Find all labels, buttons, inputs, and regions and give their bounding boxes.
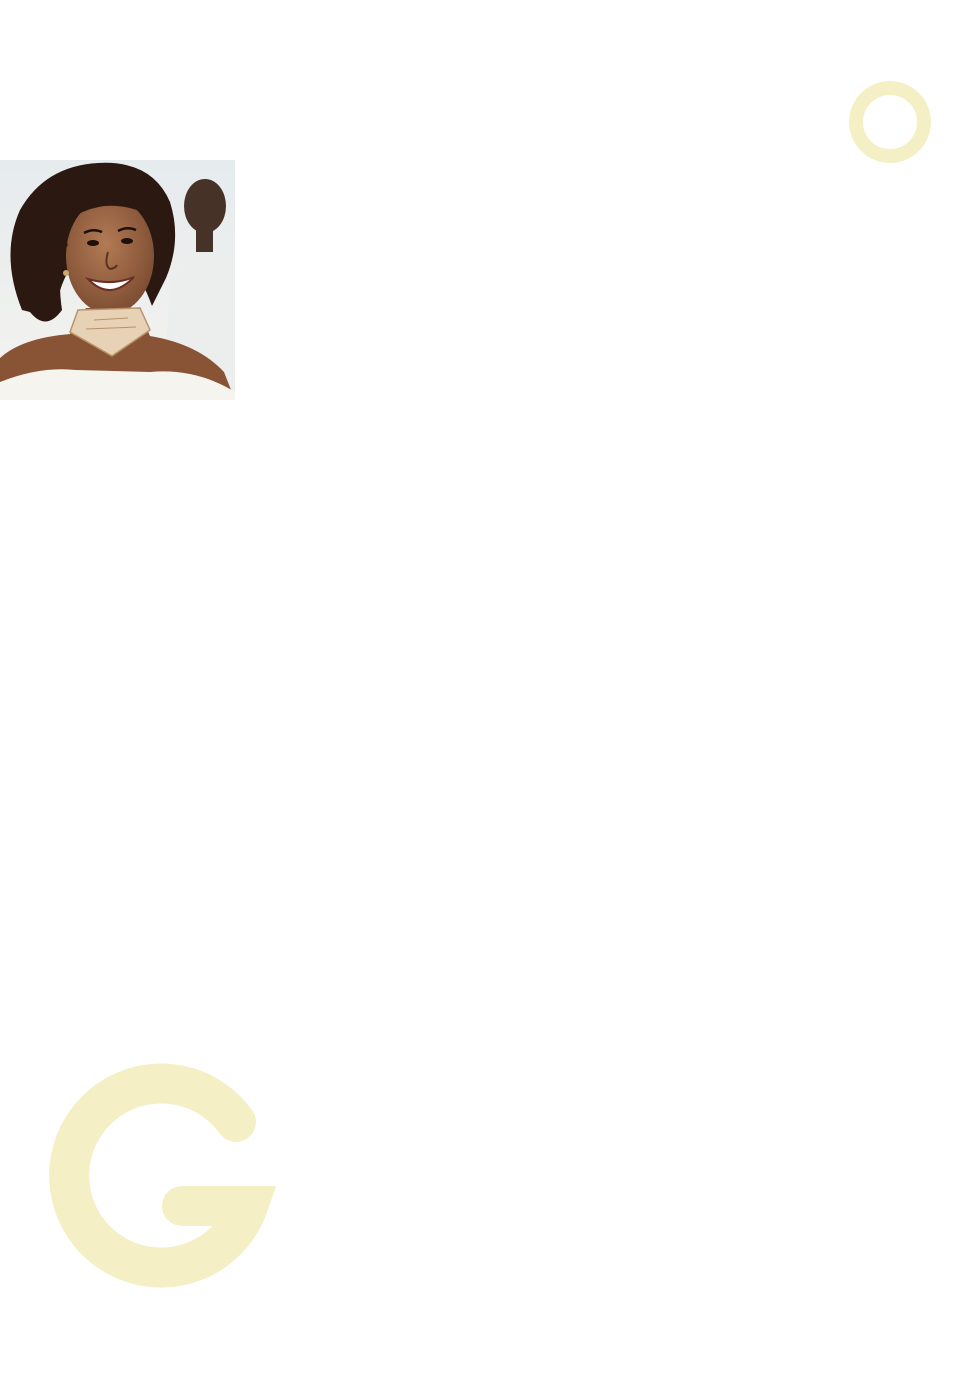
page-title: [90, 19, 888, 57]
woman-face: [66, 198, 154, 314]
earring: [63, 270, 69, 276]
couple-illustration: [262, 890, 872, 1370]
woman-eye: [87, 240, 99, 246]
article-column-right: [582, 90, 872, 145]
couple-photo: [262, 890, 872, 1370]
section-heading: [582, 118, 872, 145]
portrait-illustration: [0, 160, 235, 400]
woman-eye: [121, 238, 133, 244]
portrait-photo: [0, 160, 235, 400]
watermark-letter-shape: [69, 1084, 248, 1268]
